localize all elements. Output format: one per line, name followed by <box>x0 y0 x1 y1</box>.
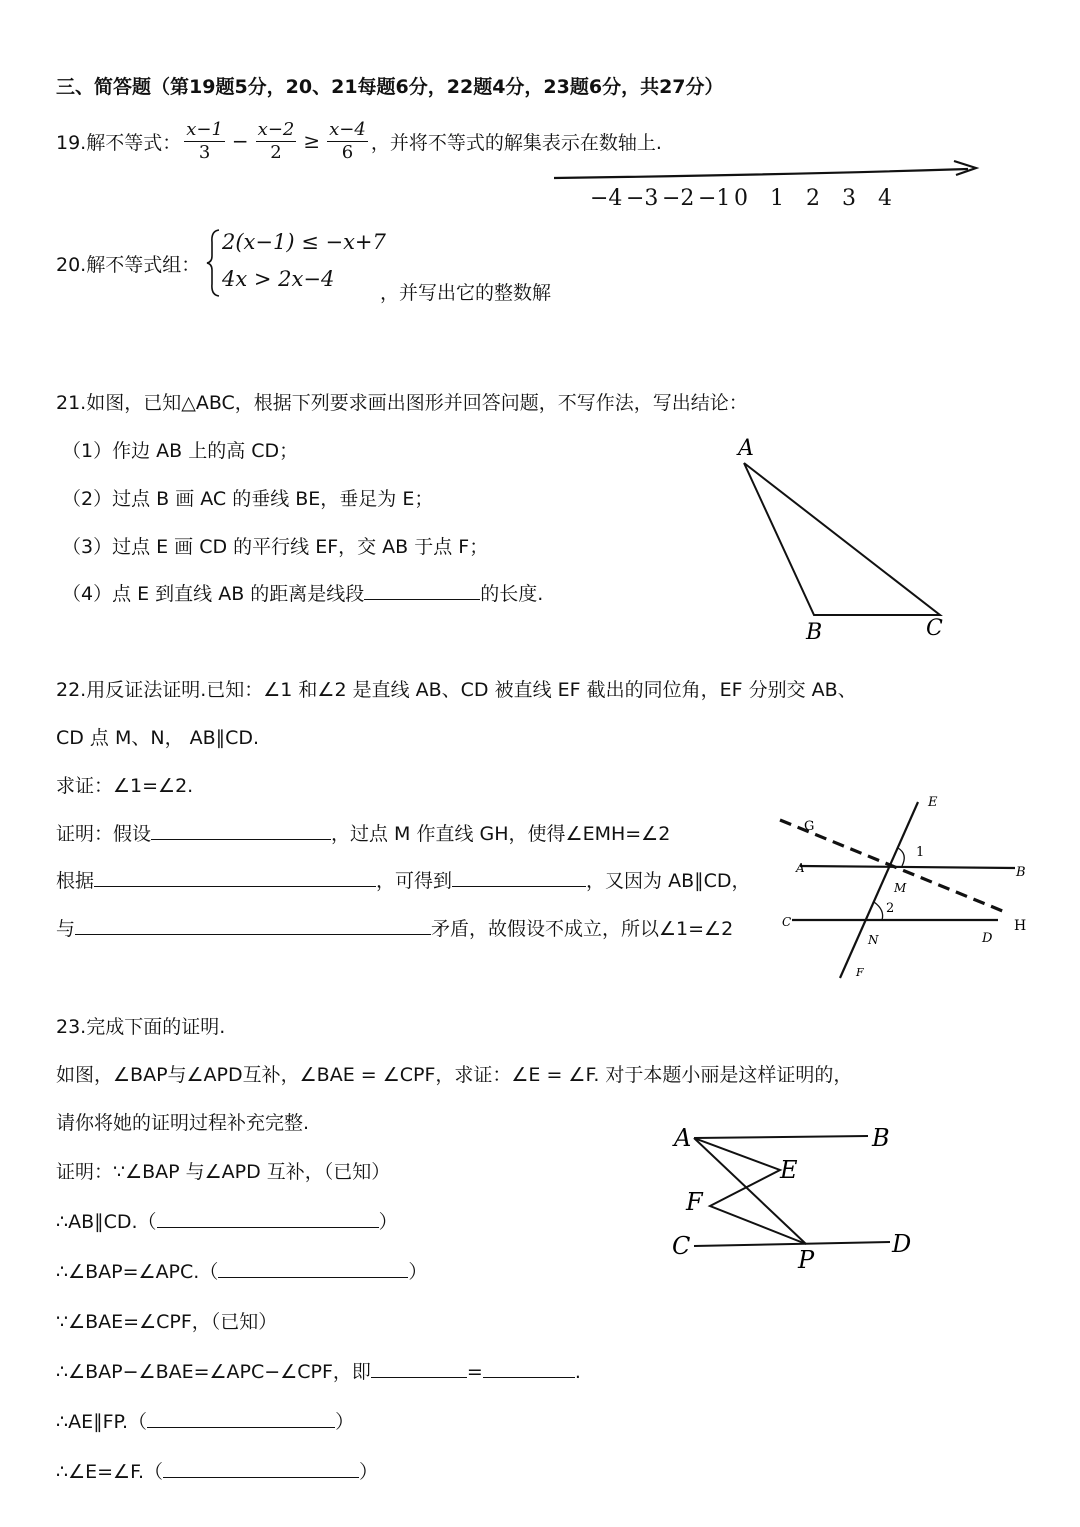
q19-fraction-2 <box>256 119 297 164</box>
q22-conclusion-blank[interactable] <box>452 866 586 887</box>
angle-1-arc <box>898 848 904 866</box>
q22-assumption-blank[interactable] <box>151 819 331 840</box>
q19-frac2-den: 2 <box>270 141 282 163</box>
q23-proof-7 <box>56 1457 378 1484</box>
q23-label-d: D <box>892 1230 912 1258</box>
q21-label-b: B <box>806 620 823 645</box>
number-line-label: −1 <box>698 186 731 211</box>
segment-ap <box>694 1138 806 1244</box>
q22-line4-pre: 证明：假设 <box>56 823 152 845</box>
q19-tail: ，并将不等式的解集表示在数轴上. <box>370 131 662 154</box>
q22-label-1: 1 <box>916 845 925 860</box>
q23-stem-2: 请你将她的证明过程补充完整. <box>56 1112 310 1134</box>
q22-contradiction-blank[interactable] <box>75 914 431 935</box>
q19-minus: − <box>231 129 249 153</box>
q23-stem-1: 如图，∠BAP与∠APD互补，∠BAE = ∠CPF，求证：∠E = ∠F. 对于本题小丽是这样证明的， <box>56 1064 853 1086</box>
q23-angle-blank-2[interactable] <box>483 1357 575 1378</box>
q23-proof-5 <box>56 1357 581 1384</box>
q21-item-2: （2）过点 B 画 AC 的垂线 BE，垂足为 E； <box>62 488 434 510</box>
q23-proof-6 <box>56 1407 354 1434</box>
q22-label-g: G <box>804 819 815 834</box>
q23-proof-4: ∵∠BAE=∠CPF，（已知） <box>56 1311 278 1333</box>
q23-reason-blank-1[interactable] <box>157 1207 379 1228</box>
q23-proof6-close: ） <box>335 1411 355 1433</box>
section-header: 三、简答题（第19题5分，20、21每题6分，22题4分，23题6分，共27分） <box>56 76 724 98</box>
q22-line-1: 22.用反证法证明.已知：∠1 和∠2 是直线 AB、CD 被直线 EF 截出的同位角，EF 分别交 AB、 <box>56 679 857 701</box>
q21-item4-post: 的长度. <box>480 583 544 605</box>
q22-label-2: 2 <box>886 901 895 916</box>
q21-stem: 21.如图，已知△ABC，根据下列要求画出图形并回答问题，不写作法，写出结论： <box>56 392 748 414</box>
number-line-label: 0 <box>734 186 748 211</box>
q19-frac1-num: x−1 <box>186 118 223 140</box>
q21-label-c: C <box>926 616 943 641</box>
q19-frac3-den: 6 <box>341 141 354 163</box>
q21-label-a: A <box>738 436 754 461</box>
q19-frac3-num: x−4 <box>329 118 366 140</box>
q22-line5-post: ，又因为 AB∥CD， <box>586 870 751 892</box>
angle-2-arc <box>874 902 883 920</box>
q21-item-4 <box>62 579 543 606</box>
q22-line-3: 求证：∠1=∠2. <box>56 775 194 797</box>
number-line-label: 4 <box>878 186 892 211</box>
q22-line5-pre: 根据 <box>56 870 95 892</box>
line-ef <box>840 802 918 978</box>
q19-label: 19.解不等式： <box>56 131 182 154</box>
q19-frac1-den: 3 <box>198 141 211 163</box>
q23-reason-blank-3[interactable] <box>147 1407 335 1428</box>
q22-line6-post: 矛盾，故假设不成立，所以∠1=∠2 <box>431 918 734 940</box>
q19-fraction-3 <box>327 119 368 164</box>
q20-label: 20.解不等式组： <box>56 254 201 276</box>
number-line-label: −4 <box>590 186 623 211</box>
q20-brace-icon <box>206 228 222 298</box>
q23-label-e: E <box>780 1156 798 1184</box>
q23-proof6-text: ∴AE∥FP.（ <box>56 1411 148 1433</box>
q22-line5-mid: ，可得到 <box>376 870 453 892</box>
q23-proof-1: 证明：∵∠BAP 与∠APD 互补，（已知） <box>56 1161 391 1183</box>
q21-answer-blank[interactable] <box>364 579 480 600</box>
q22-label-m: M <box>894 881 907 895</box>
q19-geq: ≥ <box>303 129 321 153</box>
q23-label-b: B <box>872 1124 890 1152</box>
q23-proof5-equals: = <box>466 1361 483 1383</box>
q22-reason-blank[interactable] <box>94 866 376 887</box>
q23-label-f: F <box>686 1188 703 1216</box>
q22-label-c: C <box>782 915 792 929</box>
zigzag-figure <box>660 1118 930 1278</box>
q23-title: 23.完成下面的证明. <box>56 1016 226 1038</box>
q19-frac2-num: x−2 <box>257 118 295 140</box>
q23-reason-blank-2[interactable] <box>218 1257 408 1278</box>
q22-label-e: E <box>928 795 938 810</box>
q21-item4-pre: （4）点 E 到直线 AB 的距离是线段 <box>62 583 365 605</box>
q23-proof2-close: ） <box>378 1211 398 1233</box>
q23-proof2-text: ∴AB∥CD.（ <box>56 1211 157 1233</box>
triangle-abc-figure <box>720 425 980 650</box>
q23-proof5-end: . <box>574 1361 581 1383</box>
parallel-lines-figure <box>770 790 1040 985</box>
line-ab <box>694 1136 868 1138</box>
number-line-label: −3 <box>626 186 659 211</box>
triangle-abc <box>744 463 940 615</box>
number-line-axis <box>554 169 968 178</box>
q22-line6-pre: 与 <box>56 918 76 940</box>
q23-proof7-text: ∴∠E=∠F.（ <box>56 1461 163 1483</box>
q22-label-h: H <box>1014 918 1027 934</box>
q22-label-n: N <box>868 933 879 947</box>
q22-line4-post: ，过点 M 作直线 GH，使得∠EMH=∠2 <box>331 823 671 845</box>
q22-line-5 <box>56 866 751 893</box>
number-line-label: 3 <box>842 186 856 211</box>
q23-label-c: C <box>672 1232 691 1260</box>
q23-angle-blank-1[interactable] <box>371 1357 467 1378</box>
q23-proof7-close: ） <box>359 1461 379 1483</box>
q19-fraction-1 <box>184 119 225 164</box>
q20-system-line-1: 2(x−1) ≤ −x+7 <box>222 230 386 254</box>
q22-line-6 <box>56 914 733 941</box>
q23-label-p: P <box>798 1246 815 1274</box>
q23-reason-blank-4[interactable] <box>163 1457 359 1478</box>
number-line-label: 1 <box>770 186 784 211</box>
q22-line-2: CD 点 M、N， AB∥CD. <box>56 727 260 749</box>
q22-line-4 <box>56 819 670 846</box>
q22-label-d: D <box>982 931 993 946</box>
number-line-label: 2 <box>806 186 820 211</box>
q21-item-1: （1）作边 AB 上的高 CD； <box>62 440 299 462</box>
q20-system-line-2: 4x > 2x−4 <box>222 267 335 291</box>
q23-label-a: A <box>674 1124 692 1152</box>
number-line-label: −2 <box>662 186 695 211</box>
q23-proof3-close: ） <box>408 1261 428 1283</box>
q20-tail: ，并写出它的整数解 <box>380 282 552 304</box>
q22-label-b: B <box>1016 865 1026 880</box>
line-ab <box>800 866 1015 868</box>
line-cd <box>694 1242 890 1246</box>
q22-label-a: A <box>796 861 805 875</box>
q21-item-3: （3）过点 E 画 CD 的平行线 EF，交 AB 于点 F； <box>62 536 489 558</box>
q23-proof5-text: ∴∠BAP−∠BAE=∠APC−∠CPF，即 <box>56 1361 371 1383</box>
q23-proof-2 <box>56 1207 398 1234</box>
q23-proof3-text: ∴∠BAP=∠APC.（ <box>56 1261 219 1283</box>
q22-label-f: F <box>856 966 864 979</box>
q23-proof-3 <box>56 1257 427 1284</box>
number-line <box>548 155 988 215</box>
